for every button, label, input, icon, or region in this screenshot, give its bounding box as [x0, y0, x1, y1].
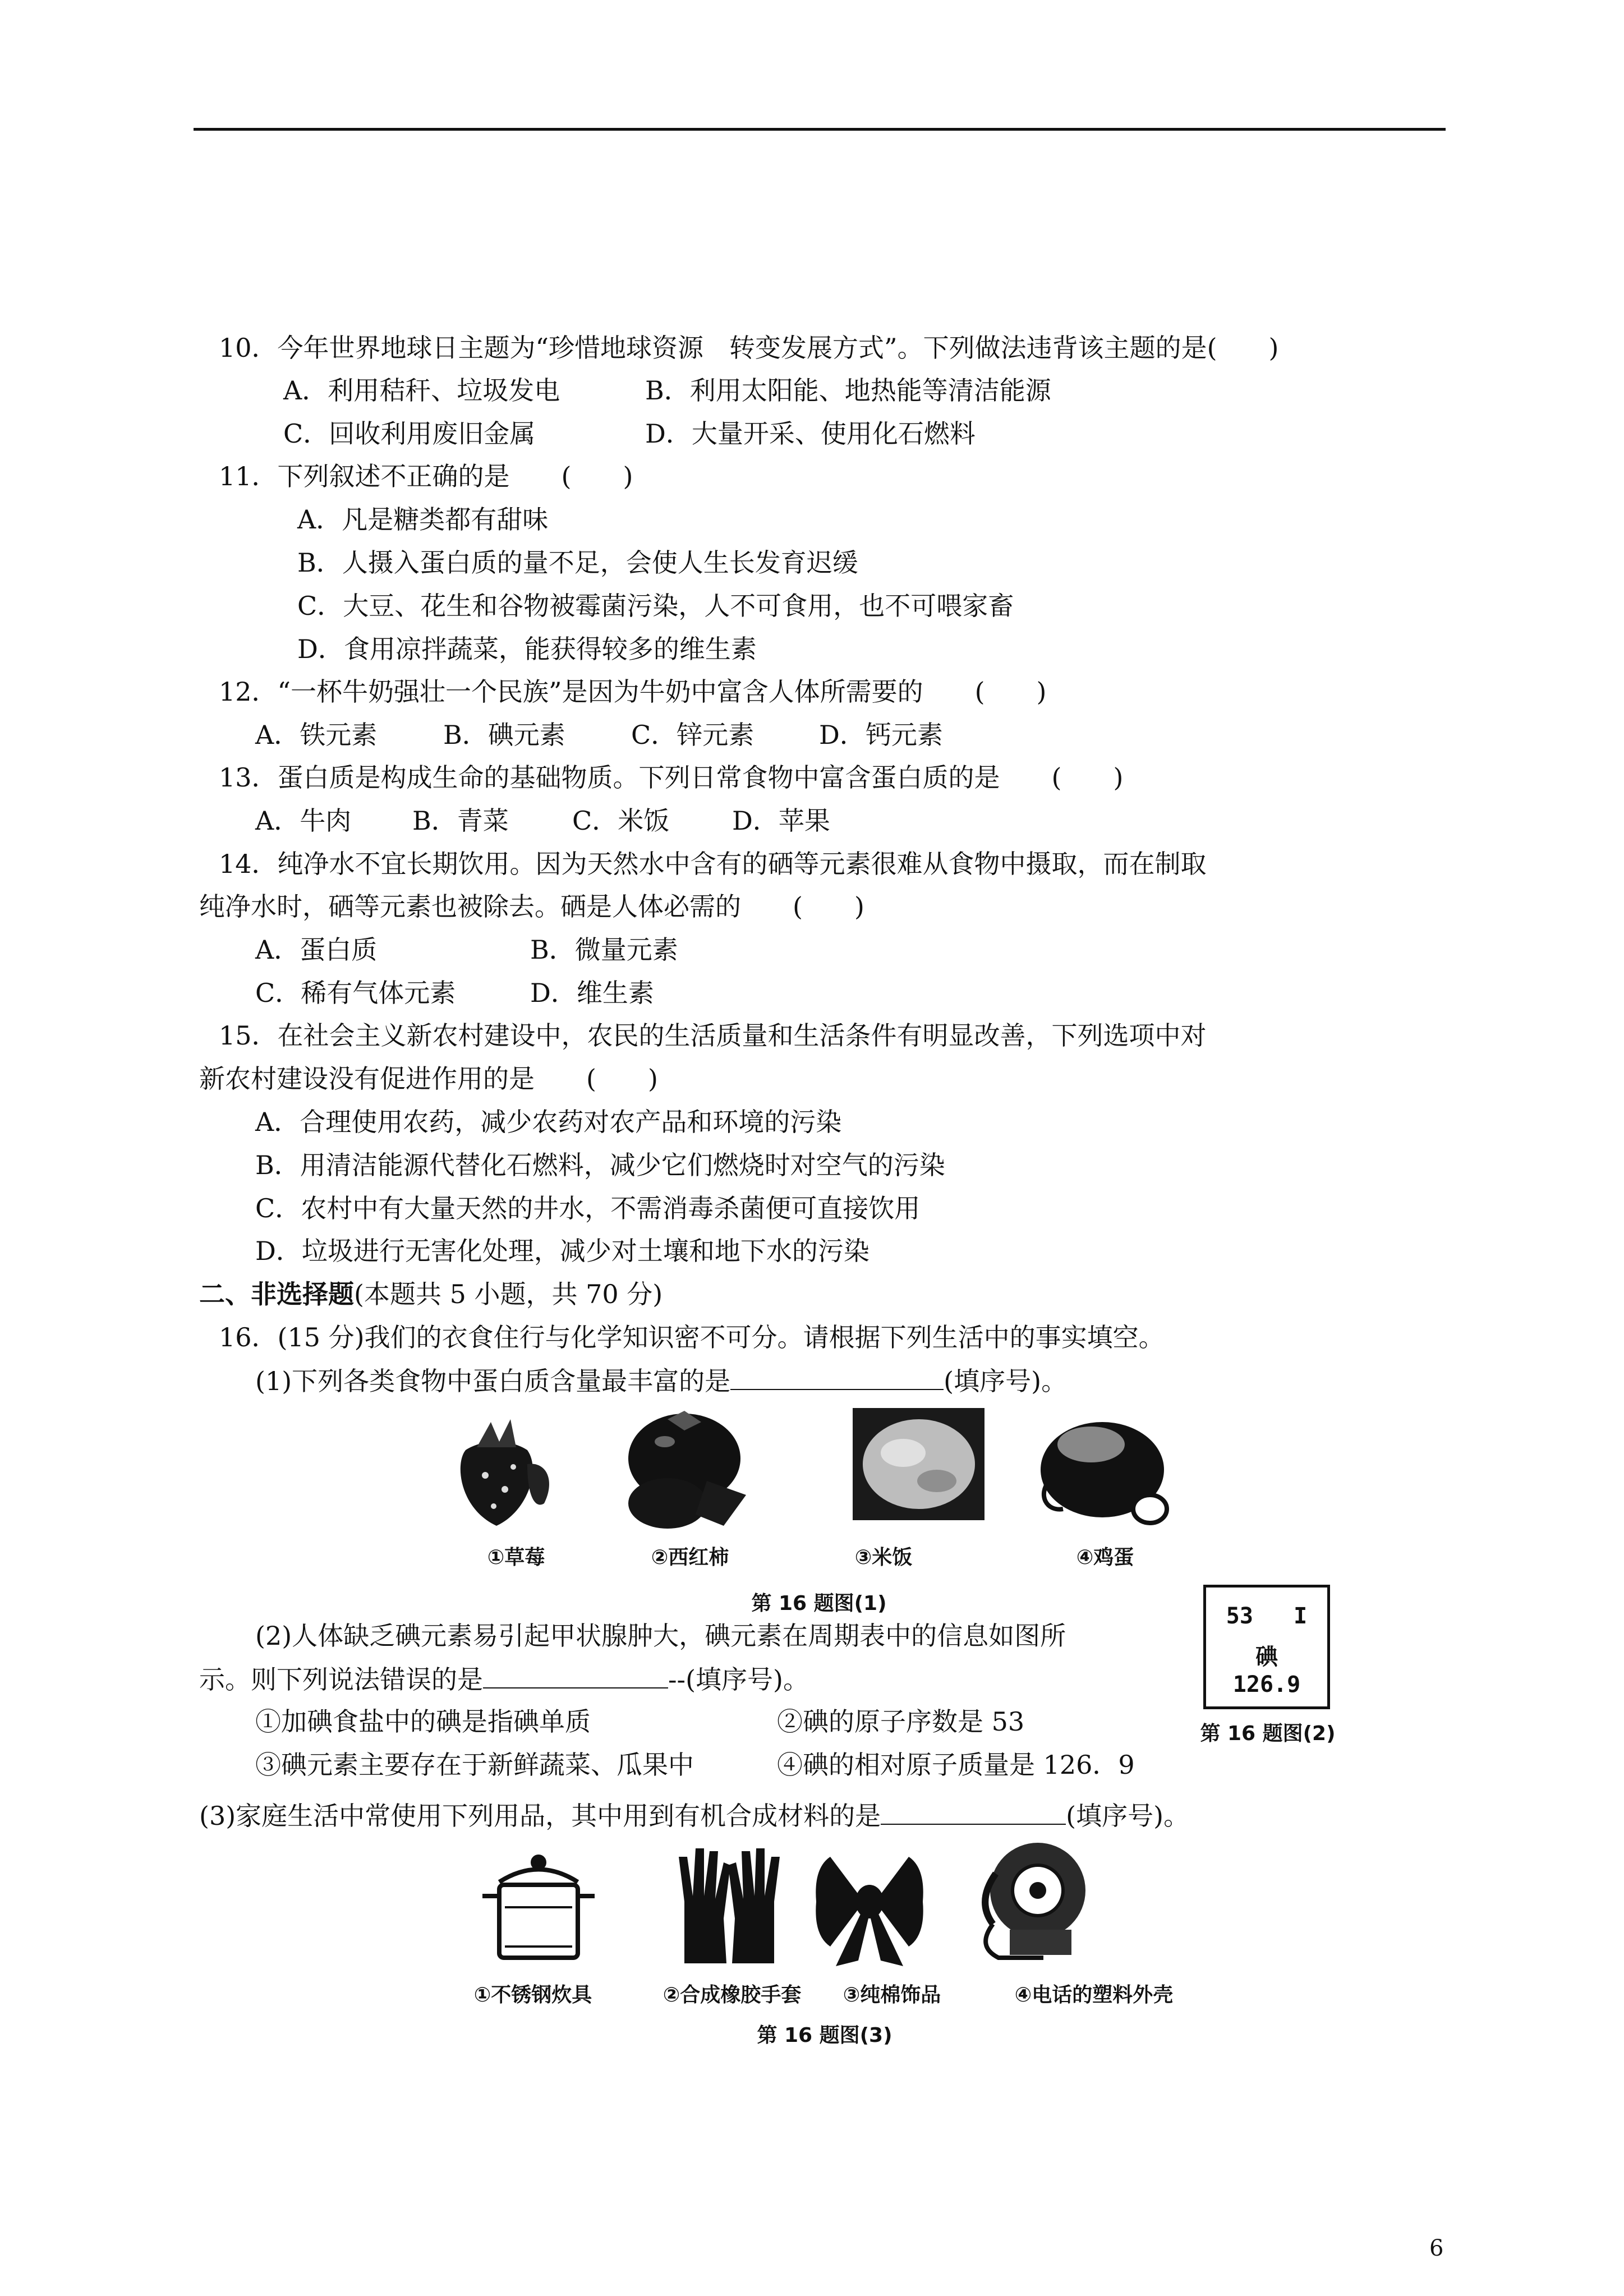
- q16-part2-line1: (2)人体缺乏碘元素易引起甲状腺肿大，碘元素在周期表中的信息如图所: [255, 1621, 1066, 1651]
- q16-part2-answer-blank[interactable]: [483, 1662, 668, 1688]
- q10-option-d: D．大量开采、使用化石燃料: [645, 418, 976, 449]
- fig3-label-telephone: ④电话的塑料外壳: [1014, 1984, 1174, 2007]
- cooking-pot-image: [482, 1857, 595, 1958]
- q11-option-c: C．大豆、花生和谷物被霉菌污染，人不可食用，也不可喂家畜: [297, 591, 1014, 621]
- rubber-gloves-image: [679, 1848, 780, 1963]
- q15-option-c: C．农村中有大量天然的井水，不需消毒杀菌便可直接饮用: [255, 1193, 921, 1223]
- q14-stem-line1: 14．纯净水不宜长期饮用。因为天然水中含有的硒等元素很难从食物中摄取，而在制取: [219, 849, 1207, 879]
- q13-option-d: D．苹果: [732, 806, 830, 836]
- q15-option-d: D．垃圾进行无害化处理，减少对土壤和地下水的污染: [255, 1236, 869, 1266]
- q11-option-b: B．人摄入蛋白质的量不足，会使人生长发育迟缓: [297, 547, 858, 578]
- q16-part2-statement-4: ④碘的相对原子质量是 126．9: [777, 1750, 1135, 1780]
- element-mass: 126.9: [1232, 1672, 1301, 1697]
- q10-option-c: C．回收利用废旧金属: [283, 418, 536, 449]
- q16-stem: 16．(15 分)我们的衣食住行与化学知识密不可分。请根据下列生活中的事实填空。: [219, 1322, 1165, 1352]
- q13-stem: 13．蛋白质是构成生命的基础物质。下列日常食物中富含蛋白质的是 ( ): [219, 762, 1124, 793]
- q16-figure-1-foods: [443, 1397, 1184, 1537]
- q15-option-b: B．用清洁能源代替化石燃料，减少它们燃烧时对空气的污染: [255, 1150, 945, 1180]
- q16-part1: [255, 1363, 1067, 1398]
- q11-option-d: D．食用凉拌蔬菜，能获得较多的维生素: [297, 634, 757, 664]
- q11-option-a: A．凡是糖类都有甜味: [297, 504, 549, 535]
- q16-part1-answer-blank[interactable]: [730, 1363, 944, 1390]
- q16-part2-suffix: --(填序号)。: [668, 1664, 809, 1695]
- fig3-caption: 第 16 题图(3): [757, 2024, 892, 2047]
- fig1-label-egg: ④鸡蛋: [1076, 1546, 1134, 1569]
- fig3-label-gloves: ②合成橡胶手套: [663, 1984, 802, 2007]
- q14-stem-line2: 纯净水时，硒等元素也被除去。硒是人体必需的 ( ): [199, 891, 864, 922]
- fig1-label-strawberry: ①草莓: [487, 1546, 545, 1569]
- q12-stem: 12．“一杯牛奶强壮一个民族”是因为牛奶中富含人体所需要的 ( ): [219, 677, 1047, 707]
- fig1-label-rice: ③米饭: [854, 1546, 913, 1569]
- q14-option-c: C．稀有气体元素: [255, 978, 456, 1008]
- fig1-caption: 第 16 题图(1): [751, 1592, 887, 1615]
- q16-part3-suffix: (填序号)。: [1066, 1801, 1190, 1831]
- q16-part1-suffix: (填序号)。: [944, 1366, 1068, 1396]
- q16-part2-statement-1: ①加碘食盐中的碘是指碘单质: [255, 1706, 591, 1737]
- q16-part2-statement-3: ③碘元素主要存在于新鲜蔬菜、瓜果中: [255, 1750, 694, 1780]
- q12-option-c: C．锌元素: [631, 720, 755, 750]
- element-symbol: I: [1294, 1603, 1308, 1629]
- iodine-element-card: [1203, 1585, 1330, 1709]
- section-2-note: (本题共 5 小题，共 70 分): [354, 1279, 663, 1309]
- q15-option-a: A．合理使用农药，减少农药对农产品和环境的污染: [255, 1107, 842, 1137]
- header-rule: [194, 128, 1446, 131]
- q16-part3: [199, 1798, 1189, 1833]
- q12-option-d: D．钙元素: [819, 720, 943, 750]
- q12-option-b: B．碘元素: [443, 720, 565, 750]
- q16-part2-text: 示。则下列说法错误的是: [199, 1664, 483, 1695]
- q10-option-a: A．利用秸秆、垃圾发电: [283, 375, 560, 406]
- page-number: 6: [1429, 2235, 1444, 2261]
- q16-part3-text: (3)家庭生活中常使用下列用品，其中用到有机合成材料的是: [199, 1801, 881, 1831]
- telephone-image: [985, 1843, 1085, 1958]
- rice-image: [853, 1408, 984, 1520]
- q14-option-b: B．微量元素: [530, 935, 678, 965]
- q13-option-c: C．米饭: [572, 806, 670, 836]
- q16-part1-text: (1)下列各类食物中蛋白质含量最丰富的是: [255, 1366, 731, 1396]
- element-number-symbol: [1206, 1603, 1327, 1629]
- q12-option-a: A．铁元素: [255, 720, 378, 750]
- q13-option-b: B．青菜: [412, 806, 509, 836]
- q10-stem: 10．今年世界地球日主题为“珍惜地球资源 转变发展方式”。下列做法违背该主题的是( ): [219, 333, 1279, 363]
- q14-option-d: D．维生素: [530, 978, 654, 1008]
- q16-part2-statement-2: ②碘的原子序数是 53: [777, 1706, 1025, 1737]
- q11-stem: 11．下列叙述不正确的是 ( ): [219, 461, 633, 491]
- element-name: 碘: [1255, 1644, 1278, 1670]
- tomato-image: [628, 1411, 746, 1529]
- q15-stem-line2: 新农村建设没有促进作用的是 ( ): [199, 1064, 658, 1094]
- q10-option-b: B．利用太阳能、地热能等清洁能源: [645, 375, 1051, 406]
- q15-stem-line1: 15．在社会主义新农村建设中，农民的生活质量和生活条件有明显改善，下列选项中对: [219, 1020, 1207, 1051]
- egg-image: [1041, 1422, 1167, 1523]
- cotton-bow-image: [816, 1857, 923, 1966]
- fig3-label-pot: ①不锈钢炊具: [473, 1984, 592, 2007]
- element-atomic-number: 53: [1226, 1603, 1253, 1629]
- strawberry-image: [461, 1419, 549, 1526]
- q16-part3-answer-blank[interactable]: [881, 1798, 1066, 1825]
- q14-option-a: A．蛋白质: [255, 935, 378, 965]
- q16-figure-3-items: [471, 1834, 1178, 1975]
- fig2-caption: 第 16 题图(2): [1200, 1722, 1336, 1745]
- fig3-label-bow: ③纯棉饰品: [843, 1984, 941, 2007]
- q13-option-a: A．牛肉: [255, 806, 352, 836]
- section-2-title: 二、非选择题: [199, 1279, 354, 1309]
- q16-part2-line2: [199, 1662, 809, 1696]
- section-2-heading: [199, 1277, 663, 1311]
- fig1-label-tomato: ②西红柿: [651, 1546, 729, 1569]
